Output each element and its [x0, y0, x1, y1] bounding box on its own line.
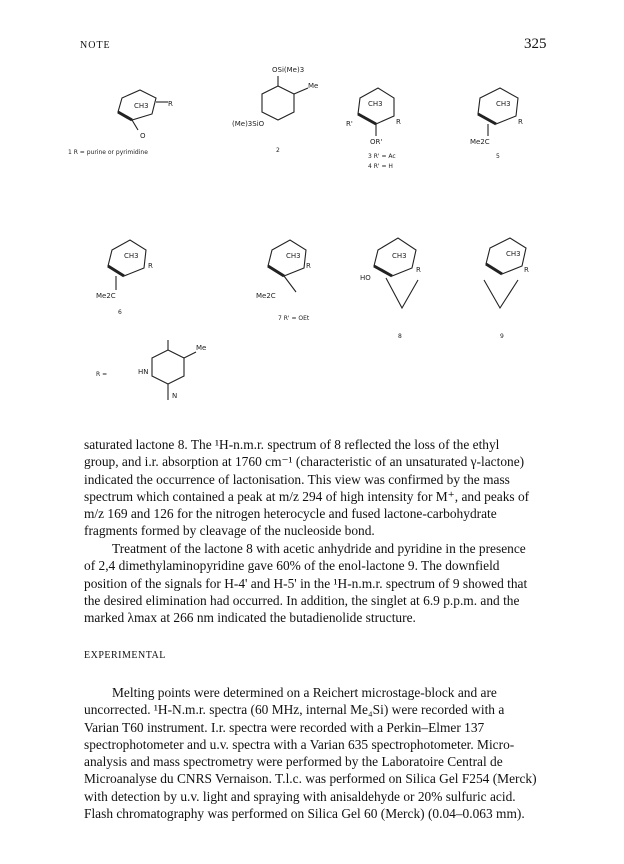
label-2-osime3: OSi(Me)3: [272, 66, 305, 74]
label-1-ch3: CH3: [134, 102, 149, 110]
structure-6: [108, 240, 146, 290]
text-line: Melting points were determined on a Reichert microstage-block and are: [112, 685, 497, 700]
caption-compound-9: 9: [500, 333, 504, 340]
caption-compound-6: 6: [118, 309, 122, 316]
text-line: indicated the occurrence of lactonisation. This view was confirmed by the mass: [84, 471, 510, 487]
label-1-o: O: [140, 132, 146, 140]
structure-3-4: [358, 88, 394, 136]
text-line: Flash chromatography was performed on Silica Gel 60 (Merck) (0.04–0.063 mm).: [84, 806, 525, 822]
paragraph-experimental: [84, 684, 548, 822]
chemical-structures-figure: [60, 58, 580, 430]
label-8-ch3: CH3: [392, 252, 407, 260]
label-5-ch3: CH3: [496, 100, 511, 108]
label-9-r: R: [524, 266, 529, 274]
text-line: position of the signals for H-4' and H-5' in the ¹H-n.m.r. spectrum of 9 showed that: [84, 575, 528, 591]
structure-2: [262, 76, 308, 120]
structures-svg: [60, 58, 580, 430]
structure-9: [484, 238, 526, 308]
caption-compound-2: 2: [276, 147, 280, 154]
text-line: of 2,4 dimethylaminopyridine gave 60% of the enol-lactone 9. The downfield: [84, 558, 500, 574]
label-3-r: R: [396, 118, 401, 126]
label-2-me: Me: [308, 82, 319, 90]
caption-compound-8: 8: [398, 333, 402, 340]
structure-8: [374, 238, 418, 308]
label-r-n: N: [172, 392, 178, 400]
label-3-or-prime: OR': [370, 138, 383, 146]
label-9-ch3: CH3: [506, 250, 521, 258]
label-7-ch3: CH3: [286, 252, 301, 260]
label-3-r-prime: R': [346, 120, 353, 128]
page-number: 325: [524, 36, 547, 52]
text-line: Microanalyse du CNRS Vernaison. T.l.c. was performed on Silica Gel F254 (Merck): [84, 771, 537, 787]
text-line: group, and i.r. absorption at 1760 cm⁻¹ (characteristic of an unsaturated γ-lactone): [84, 454, 525, 470]
text-line: spectrum which contained a peak at m/z 294 of high intensity for M⁺, and peaks of: [84, 488, 530, 504]
caption-compound-3: 3 R' = Ac: [368, 153, 396, 160]
text-line: Varian T60 instrument. I.r. spectra were recorded with a Perkin–Elmer 137: [84, 719, 485, 735]
text-line: saturated lactone 8. The ¹H-n.m.r. spectrum of 8 reflected the loss of the ethyl: [84, 437, 500, 452]
text-line: the desired elimination had occurred. In addition, the singlet at 6.9 p.p.m. and the: [84, 592, 520, 608]
label-6-me2c: Me2C: [96, 292, 116, 300]
text-line: uncorrected. ¹H-N.m.r. spectra (60 MHz, internal Me₄Si) were recorded with a: [84, 702, 505, 718]
label-r-hn: HN: [138, 368, 149, 376]
label-8-ho: HO: [360, 274, 371, 282]
section-heading-experimental: EXPERIMENTAL: [84, 650, 166, 661]
label-8-r: R: [416, 266, 421, 274]
text-line: spectrophotometer and u.v. spectra with a Varian 635 spectrophotometer. Micro-: [84, 736, 515, 752]
text-line: m/z 169 and 126 for the nitrogen heterocycle and fused lactone-carbohydrate: [84, 506, 497, 522]
paragraph-lactone-8: [84, 436, 548, 540]
structure-1: [118, 90, 168, 130]
caption-compound-5: 5: [496, 153, 500, 160]
label-7-me2c: Me2C: [256, 292, 276, 300]
structure-7: [268, 240, 306, 292]
running-head: NOTE: [80, 40, 111, 51]
label-3-ch3: CH3: [368, 100, 383, 108]
label-5-me2c: Me2C: [470, 138, 490, 146]
label-2-me3sio: (Me)3SiO: [232, 120, 265, 128]
caption-compound-7: 7 R' = OEt: [278, 315, 310, 322]
label-7-r: R: [306, 262, 311, 270]
text-line: fragments formed by cleavage of the nucleoside bond.: [84, 523, 375, 539]
r-definition-label: R =: [96, 371, 108, 378]
caption-compound-4: 4 R' = H: [368, 163, 393, 170]
text-line: with detection by u.v. light and spraying with anisaldehyde or 20% sulfuric acid.: [84, 788, 516, 804]
structure-5: [478, 88, 518, 136]
text-line: analysis and mass spectrometry were performed by the Laboratoire Central de: [84, 754, 503, 770]
caption-compound-1: 1 R = purine or pyrimidine: [68, 149, 148, 156]
structure-r-definition: [152, 340, 196, 400]
label-r-me: Me: [196, 344, 207, 352]
label-6-r: R: [148, 262, 153, 270]
label-1-r: R: [168, 100, 173, 108]
text-line: marked λmax at 266 nm indicated the butadienolide structure.: [84, 610, 416, 626]
text-line: Treatment of the lactone 8 with acetic anhydride and pyridine in the presence: [112, 541, 526, 556]
paragraph-enol-lactone-9: [84, 540, 548, 626]
label-6-ch3: CH3: [124, 252, 139, 260]
label-5-r: R: [518, 118, 523, 126]
